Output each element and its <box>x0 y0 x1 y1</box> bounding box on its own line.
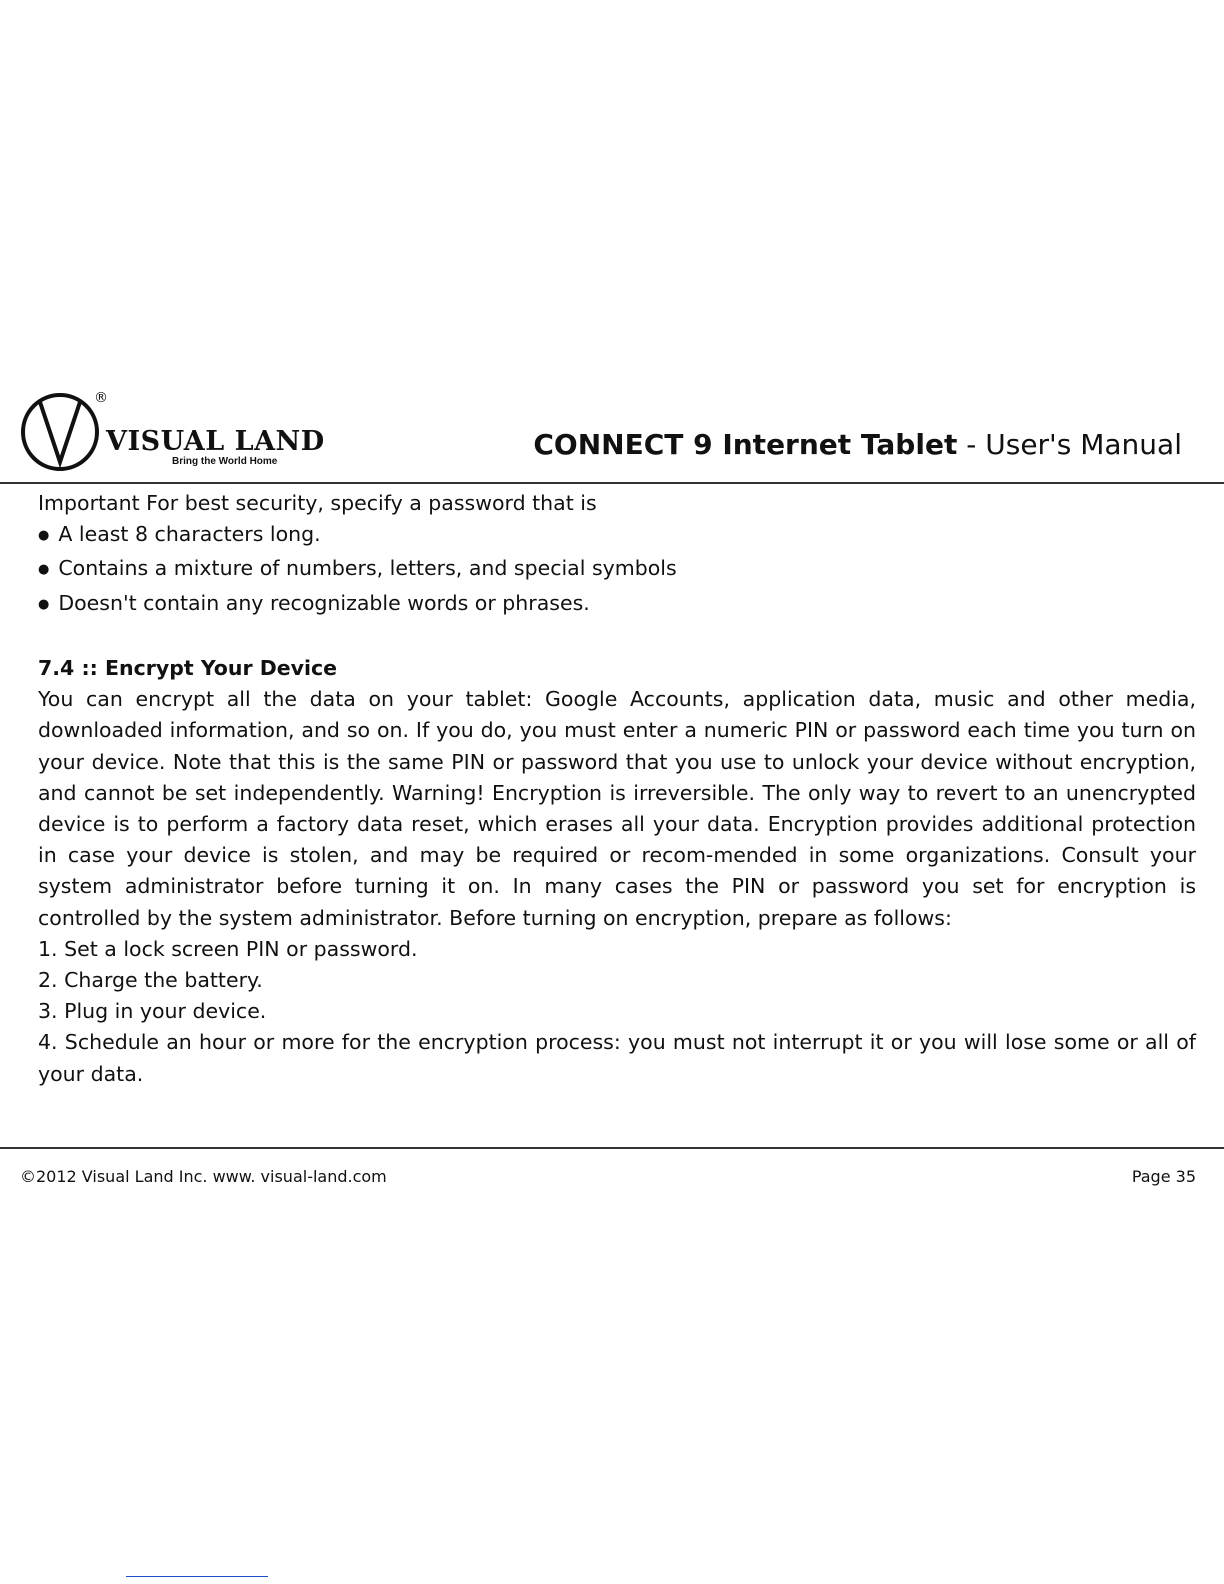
title-separator: - <box>957 428 986 461</box>
password-intro: Important For best security, specify a password that is <box>38 491 597 515</box>
logo-tagline: Bring the World Home <box>172 456 278 467</box>
prep-step-item: 2. Charge the battery. <box>38 968 263 993</box>
link-underline <box>126 1576 268 1577</box>
header-divider <box>0 482 1224 484</box>
prep-step-item: 1. Set a lock screen PIN or password. <box>38 936 418 961</box>
password-bullet-item: ● Doesn't contain any recognizable words or phrases. <box>38 588 1196 622</box>
manual-title <box>533 428 1182 461</box>
paragraph-spacer <box>38 622 1196 653</box>
copyright-notice: ©2012 Visual Land Inc. www. visual-land.com <box>20 1167 387 1186</box>
encryption-paragraph: You can encrypt all the data on your tablet: Google Accounts, application data, music and other media, downloaded information, and so on. If you do, you must enter a numeric PIN or password each time you turn on your device. Note that this is the same PIN or password that you use to unlock your device without encryption, and cannot be set independently. Warning! Encryption is irreversible. The only way to revert to an unencrypted device is to perform a factory data reset, which erases all your data. Encryption provides additional protection in case your device is stolen, and may be required or recom-mended in some organizations. Consult your system administrator before turning it on. In many cases the PIN or password you set for encryption is controlled by the system administrator. Before turning on encryption, prepare as follows: <box>38 687 1196 930</box>
page-body <box>38 488 1196 1090</box>
prep-step-item: 3. Plug in your device. <box>38 999 267 1024</box>
page-number: Page 35 <box>1131 1167 1196 1186</box>
logo-v-emblem-icon <box>20 388 102 472</box>
product-name: CONNECT 9 Internet Tablet <box>533 428 958 461</box>
registered-mark: ® <box>94 390 108 406</box>
logo-wordmark: VISUAL LAND <box>106 426 325 457</box>
section-heading: 7.4 :: Encrypt Your Device <box>38 656 338 680</box>
visual-land-logo <box>20 388 325 472</box>
footer-divider <box>0 1147 1224 1149</box>
manual-type: User's Manual <box>985 428 1182 461</box>
password-bullet-item: ● Contains a mixture of numbers, letters, and special symbols <box>38 553 1196 587</box>
prep-step-item: 4. Schedule an hour or more for the encryption process: you must not interrupt it or you will lose some or all of your data. <box>38 1030 1196 1086</box>
password-bullet-item: ● A least 8 characters long. <box>38 519 1196 553</box>
